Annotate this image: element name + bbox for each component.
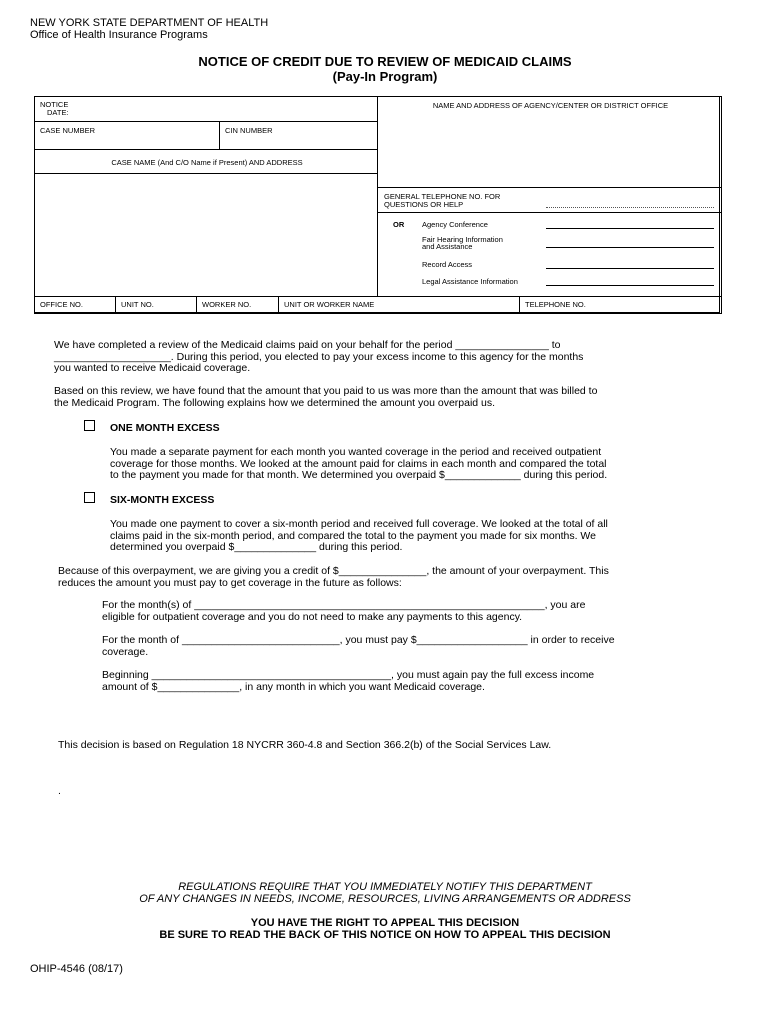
beginning-line-2: amount of $______________, in any month in which you want Medicaid coverage. bbox=[102, 681, 485, 693]
office-no-label: OFFICE NO. bbox=[40, 300, 83, 309]
cin-number-label: CIN NUMBER bbox=[225, 126, 273, 135]
review-para-line-1: We have completed a review of the Medicaid claims paid on your behalf for the period ________________ to bbox=[54, 339, 561, 351]
appeal-line-1: YOU HAVE THE RIGHT TO APPEAL THIS DECISION bbox=[250, 917, 520, 929]
one-month-line-1: You made a separate payment for each month you wanted coverage in the period and received outpatient bbox=[110, 446, 602, 458]
review-para-line-2: ____________________. During this period, you elected to pay your excess income to this agency for the months bbox=[54, 351, 584, 363]
page-title: NOTICE OF CREDIT DUE TO REVIEW OF MEDICAID CLAIMS bbox=[198, 54, 572, 69]
findings-para-line-1: Based on this review, we have found that the amount that you paid to us was more than the amount that was billed to bbox=[54, 385, 598, 397]
notice-date-label-1: NOTICE bbox=[40, 100, 69, 109]
month-of-line-1: For the month of ___________________________, you must pay $___________________ in order to receive bbox=[102, 634, 615, 646]
findings-para-line-2: the Medicaid Program. The following explains how we determined the amount you overpaid us. bbox=[54, 397, 496, 409]
legal-assistance-line[interactable] bbox=[546, 285, 714, 286]
six-month-excess-checkbox[interactable] bbox=[84, 492, 95, 503]
beginning-line-1: Beginning _________________________________________, you must again pay the full excess income bbox=[102, 669, 595, 681]
notice-date-cell[interactable] bbox=[34, 96, 378, 122]
credit-line-1: Because of this overpayment, we are giving you a credit of $_______________, the amount of your overpayment. This bbox=[58, 565, 609, 577]
office-no-cell[interactable] bbox=[34, 296, 116, 314]
general-phone-label-1: GENERAL TELEPHONE NO. FOR bbox=[384, 192, 501, 201]
unit-worker-name-cell[interactable] bbox=[278, 296, 520, 314]
agency-conference-line[interactable] bbox=[546, 228, 714, 229]
unit-no-cell[interactable] bbox=[115, 296, 197, 314]
agency-address-cell[interactable] bbox=[377, 96, 722, 188]
six-month-line-2: claims paid in the six-month period, and compared the total to the payment you made for six months. We bbox=[110, 530, 596, 542]
agency-address-label: NAME AND ADDRESS OF AGENCY/CENTER OR DISTRICT OFFICE bbox=[432, 101, 669, 110]
form-id: OHIP-4546 (08/17) bbox=[30, 963, 123, 975]
notice-date-label-2: DATE: bbox=[47, 108, 69, 117]
case-number-cell[interactable] bbox=[34, 121, 220, 150]
case-number-label: CASE NUMBER bbox=[40, 126, 96, 135]
legal-assistance-label: Legal Assistance Information bbox=[422, 277, 518, 286]
six-month-line-1: You made one payment to cover a six-month period and received full coverage. We looked at the total of all bbox=[110, 518, 608, 530]
office-name: Office of Health Insurance Programs bbox=[30, 29, 208, 41]
notify-line-1: REGULATIONS REQUIRE THAT YOU IMMEDIATELY NOTIFY THIS DEPARTMENT bbox=[178, 881, 592, 893]
contact-options-cell bbox=[377, 212, 722, 297]
case-name-header-cell bbox=[34, 149, 378, 174]
telephone-no-label: TELEPHONE NO. bbox=[525, 300, 586, 309]
worker-no-label: WORKER NO. bbox=[202, 300, 252, 309]
six-month-excess-title: SIX-MONTH EXCESS bbox=[110, 494, 215, 506]
six-month-line-3: determined you overpaid $______________ during this period. bbox=[110, 541, 403, 553]
months-eligible-line-1: For the month(s) of ____________________________________________________________, you are bbox=[102, 599, 586, 611]
unit-worker-name-label: UNIT OR WORKER NAME bbox=[284, 300, 375, 309]
notify-line-2: OF ANY CHANGES IN NEEDS, INCOME, RESOURCES, LIVING ARRANGEMENTS OR ADDRESS bbox=[139, 893, 631, 905]
agency-conference-label: Agency Conference bbox=[422, 220, 488, 229]
appeal-line-2: BE SURE TO READ THE BACK OF THIS NOTICE ON HOW TO APPEAL THIS DECISION bbox=[159, 929, 611, 941]
one-month-line-2: coverage for those months. We looked at the amount paid for claims in each month and compared the total bbox=[110, 458, 607, 470]
worker-no-cell[interactable] bbox=[196, 296, 279, 314]
case-info-form bbox=[34, 96, 720, 313]
cin-number-cell[interactable] bbox=[219, 121, 378, 150]
telephone-no-cell[interactable] bbox=[519, 296, 722, 314]
stray-dot: . bbox=[58, 785, 61, 797]
record-access-line[interactable] bbox=[546, 268, 714, 269]
month-of-line-2: coverage. bbox=[102, 646, 149, 658]
fair-hearing-line[interactable] bbox=[546, 247, 714, 248]
fair-hearing-label-1: Fair Hearing Information bbox=[422, 235, 503, 244]
fair-hearing-label-2: and Assistance bbox=[422, 242, 473, 251]
regulation-text: This decision is based on Regulation 18 NYCRR 360-4.8 and Section 366.2(b) of the Social Services Law. bbox=[58, 739, 552, 751]
one-month-excess-checkbox[interactable] bbox=[84, 420, 95, 431]
case-name-label: CASE NAME (And C/O Name if Present) AND ADDRESS bbox=[111, 158, 303, 167]
department-name: NEW YORK STATE DEPARTMENT OF HEALTH bbox=[30, 17, 269, 29]
general-phone-cell[interactable] bbox=[377, 187, 722, 213]
or-label: OR bbox=[393, 220, 405, 229]
general-phone-line bbox=[546, 207, 714, 208]
one-month-excess-title: ONE MONTH EXCESS bbox=[110, 422, 220, 434]
unit-no-label: UNIT NO. bbox=[121, 300, 154, 309]
months-eligible-line-2: eligible for outpatient coverage and you do not need to make any payments to this agency. bbox=[102, 611, 523, 623]
credit-line-2: reduces the amount you must pay to get coverage in the future as follows: bbox=[58, 577, 402, 589]
case-address-cell[interactable] bbox=[34, 173, 378, 297]
general-phone-label-2: QUESTIONS OR HELP bbox=[384, 200, 464, 209]
review-para-line-3: you wanted to receive Medicaid coverage. bbox=[54, 362, 251, 374]
one-month-line-3: to the payment you made for that month. We determined you overpaid $_____________ during this period. bbox=[110, 469, 608, 481]
page-subtitle: (Pay-In Program) bbox=[332, 69, 438, 84]
record-access-label: Record Access bbox=[422, 260, 473, 269]
